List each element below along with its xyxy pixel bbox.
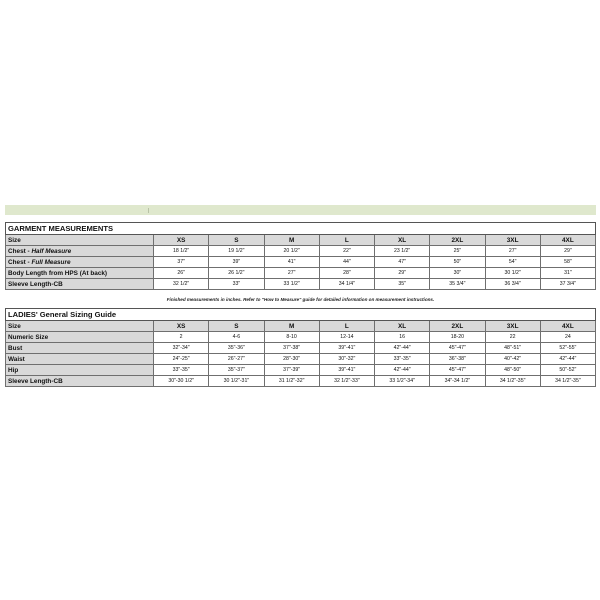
table-cell: 41" (264, 257, 319, 268)
table-cell: 37" (154, 257, 209, 268)
row-label (6, 268, 154, 279)
table-cell: 29" (375, 268, 430, 279)
table-cell: 30 1/2" (485, 268, 540, 279)
table-cell: 33 1/2" (264, 279, 319, 290)
table-cell: 33"-35" (375, 354, 430, 365)
size-header: 4XL (540, 235, 595, 246)
row-label: Waist (6, 354, 154, 365)
table-cell: 32 1/2"-33" (319, 376, 374, 387)
table-cell: 35 3/4" (430, 279, 485, 290)
table-row (6, 279, 596, 290)
table-cell: 32 1/2" (154, 279, 209, 290)
measurement-note: Finished measurements in inches. Refer to "How to Measure" guide for detailed information on measurement instructions. (166, 297, 435, 302)
row-label-emphasis: Full Measure (31, 258, 71, 266)
table-cell: 39"-41" (319, 365, 374, 376)
table-row (6, 343, 596, 354)
table-cell: 39" (209, 257, 264, 268)
table-cell: 33"-35" (154, 365, 209, 376)
table-cell: 4-6 (209, 332, 264, 343)
garment-table-title: GARMENT MEASUREMENTS (6, 223, 596, 235)
size-header: XS (154, 321, 209, 332)
table-cell: 50" (430, 257, 485, 268)
table-cell: 35"-37" (209, 365, 264, 376)
table-row (6, 332, 596, 343)
table-cell: 30"-32" (319, 354, 374, 365)
table-cell: 31 1/2"-32" (264, 376, 319, 387)
table-cell: 12-14 (319, 332, 374, 343)
size-header: 4XL (540, 321, 595, 332)
table-cell: 37"-38" (264, 343, 319, 354)
table-cell: 8-10 (264, 332, 319, 343)
table-cell: 36"-38" (430, 354, 485, 365)
size-header: 3XL (485, 321, 540, 332)
table-cell: 42"-44" (375, 365, 430, 376)
table-cell: 22 (485, 332, 540, 343)
row-label-main: Sleeve Length-CB (8, 280, 63, 288)
table-cell: 36 3/4" (485, 279, 540, 290)
band-divider (148, 208, 149, 213)
table-cell: 30 1/2"-31" (209, 376, 264, 387)
table-cell: 35"-36" (209, 343, 264, 354)
table-cell: 23 1/2" (375, 246, 430, 257)
table-cell: 34 1/2"-35" (540, 376, 595, 387)
table-cell: 27" (264, 268, 319, 279)
row-label-emphasis: Half Measure (31, 247, 72, 255)
size-header: 2XL (430, 321, 485, 332)
table-cell: 29" (540, 246, 595, 257)
size-header: S (209, 321, 264, 332)
table-cell: 24"-25" (154, 354, 209, 365)
row-label (6, 279, 154, 290)
row-label: Hip (6, 365, 154, 376)
table-cell: 37"-39" (264, 365, 319, 376)
table-cell: 40"-42" (485, 354, 540, 365)
table-cell: 33 1/2"-34" (375, 376, 430, 387)
size-header-label: Size (6, 235, 154, 246)
size-header-label: Size (6, 321, 154, 332)
table-cell: 58" (540, 257, 595, 268)
table-row (6, 376, 596, 387)
ladies-size-header-row (6, 321, 596, 332)
garment-measurements-table (5, 222, 596, 290)
row-label: Bust (6, 343, 154, 354)
table-cell: 22" (319, 246, 374, 257)
table-cell: 25" (430, 246, 485, 257)
table-cell: 30" (430, 268, 485, 279)
table-cell: 27" (485, 246, 540, 257)
table-row (6, 354, 596, 365)
table-cell: 50"-52" (540, 365, 595, 376)
size-header: XL (375, 321, 430, 332)
header-band (5, 205, 596, 215)
table-cell: 2 (154, 332, 209, 343)
table-cell: 18 1/2" (154, 246, 209, 257)
table-cell: 18-20 (430, 332, 485, 343)
table-cell: 48"-50" (485, 365, 540, 376)
table-cell: 28" (319, 268, 374, 279)
row-label (6, 257, 154, 268)
ladies-sizing-table (5, 308, 596, 387)
table-row (6, 257, 596, 268)
row-label-main: Chest - (8, 258, 32, 266)
row-label-main: Body Length from HPS (At back) (8, 269, 108, 277)
row-label (6, 246, 154, 257)
table-cell: 28"-30" (264, 354, 319, 365)
size-header: M (264, 235, 319, 246)
table-cell: 34 1/2"-35" (485, 376, 540, 387)
ladies-table-title: LADIES' General Sizing Guide (6, 309, 596, 321)
table-cell: 16 (375, 332, 430, 343)
table-cell: 48"-51" (485, 343, 540, 354)
table-cell: 30"-30 1/2" (154, 376, 209, 387)
table-cell: 34"-34 1/2" (430, 376, 485, 387)
table-cell: 52"-55" (540, 343, 595, 354)
size-header: S (209, 235, 264, 246)
size-header: M (264, 321, 319, 332)
table-cell: 20 1/2" (264, 246, 319, 257)
table-cell: 19 1/2" (209, 246, 264, 257)
size-header: 2XL (430, 235, 485, 246)
table-row (6, 268, 596, 279)
table-cell: 44" (319, 257, 374, 268)
row-label-main: Chest - (8, 247, 32, 255)
table-cell: 31" (540, 268, 595, 279)
table-cell: 26" (154, 268, 209, 279)
table-cell: 26 1/2" (209, 268, 264, 279)
size-header: XL (375, 235, 430, 246)
table-row (6, 365, 596, 376)
table-cell: 42"-44" (540, 354, 595, 365)
row-label: Numeric Size (6, 332, 154, 343)
table-cell: 35" (375, 279, 430, 290)
table-cell: 45"-47" (430, 343, 485, 354)
size-header: L (319, 235, 374, 246)
table-cell: 33" (209, 279, 264, 290)
table-cell: 24 (540, 332, 595, 343)
table-row (6, 246, 596, 257)
size-header: XS (154, 235, 209, 246)
row-label: Sleeve Length-CB (6, 376, 154, 387)
table-cell: 37 3/4" (540, 279, 595, 290)
size-header: 3XL (485, 235, 540, 246)
table-cell: 54" (485, 257, 540, 268)
table-cell: 39"-41" (319, 343, 374, 354)
table-cell: 34 1/4" (319, 279, 374, 290)
table-cell: 42"-44" (375, 343, 430, 354)
table-cell: 45"-47" (430, 365, 485, 376)
table-cell: 47" (375, 257, 430, 268)
table-cell: 32"-34" (154, 343, 209, 354)
size-header: L (319, 321, 374, 332)
table-cell: 26"-27" (209, 354, 264, 365)
garment-size-header-row (6, 235, 596, 246)
